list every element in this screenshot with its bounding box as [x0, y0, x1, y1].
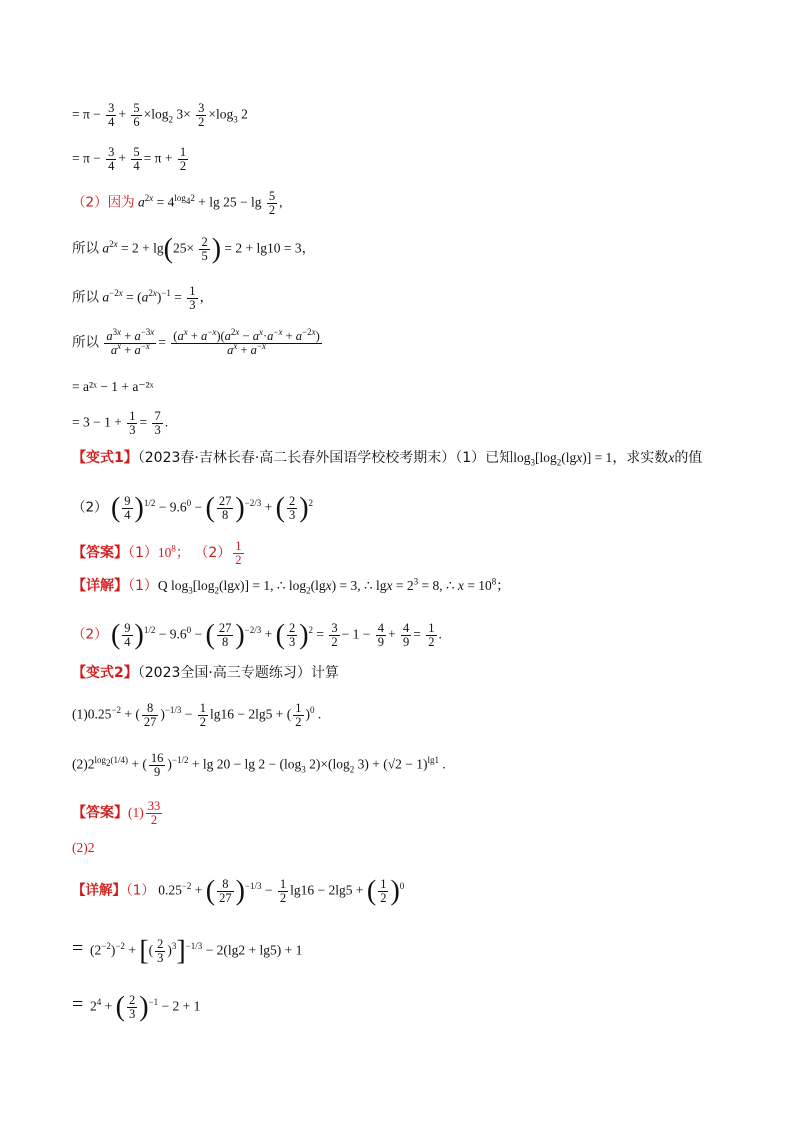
detail-label: （1） — [128, 578, 158, 594]
fraction: $\frac{1}{2}$ — [179, 145, 187, 174]
fraction: $\frac{1}{2}$ — [279, 877, 287, 906]
fraction: $\frac{4}{9}$ — [377, 621, 385, 650]
part2-label: （2）因为 — [72, 194, 135, 211]
fraction: $\frac{2}{5}$ — [201, 235, 208, 264]
variant2-answer — [72, 800, 164, 827]
fraction: $\frac{7}{3}$ — [154, 409, 161, 438]
math-text: = π − — [72, 150, 101, 166]
variant1-tag: 【变式1】 — [72, 450, 138, 466]
answer-label: （1） — [128, 544, 158, 561]
variant2-p1: $(1)0.25^{-2}$ + ( $\frac{8}{27}$ )$^{-1/3}$ − $\frac{1}{2}$ lg16 − 2lg5 + ( $\frac{1}{2}$ )$^0$ . — [72, 701, 322, 730]
fraction: $\frac{2}{3}$ — [288, 494, 296, 523]
variant1-detail-2: （2） ( $\frac{9}{4}$ )$^{1/2} - 9.6^0$ − ( $\frac{27}{8}$ )$^{-2/3}$ + ( $\frac{2}{3}$ )$^2$ = $\frac{3}{2}$ − 1 − $\frac{4}{9}$ + $\frac{4}{9}$ = $\frac{1}{2}$ . — [72, 619, 442, 651]
variant2-source: （2023全国·高三专题练习）计算 — [137, 665, 339, 681]
continuation-line-6: = a²ˣ − 1 + a⁻²ˣ — [72, 379, 154, 394]
p2-label: (2) — [72, 756, 88, 772]
fraction: $\frac{5}{4}$ — [133, 145, 140, 174]
fraction: $\frac{16}{9}$ — [150, 751, 164, 780]
q2-label: （2） — [72, 499, 108, 516]
fraction: $\frac{1}{2}$ — [295, 701, 302, 730]
fraction: $\frac{3}{2}$ — [198, 101, 205, 130]
variant2-detail-1: 【详解】（1） $0.25^{-2}$ + ( $\frac{8}{27}$ )$^{-1/3}$ − $\frac{1}{2}$ lg16 − 2lg5 + ( $\frac{1}{2}$ )$^0$ — [72, 875, 405, 907]
variant2-answer-2: (2)2 — [72, 840, 95, 855]
suoyi-label: 所以 — [72, 334, 99, 351]
fraction: $\frac{33}{2}$ — [147, 799, 161, 828]
math-text: = π − — [72, 106, 101, 122]
variant2-p2: $(2)2^{log_2(1/4)}$ + ( $\frac{16}{9}$ )$^{-1/2} + \lg 20 - \lg 2 - (\log_3$ $2)\times(\log_2$ $3) + (√2 - 1)^{lg1}$ . — [72, 751, 446, 780]
detail-tag: 【详解】 — [72, 578, 128, 594]
continuation-line-2: = π − $\frac{3}{4}$ + $\frac{5}{4}$ = π + $\frac{1}{2}$ — [72, 145, 187, 174]
fraction: $\frac{8}{27}$ — [219, 877, 232, 906]
variant2-heading — [72, 663, 339, 684]
fraction: $\frac{1}{2}$ — [428, 621, 435, 650]
variant2-detail-step-1: = $(2^{-2})^{-2}$ + [( $\frac{2}{3}$ )$^3$]$^{-1/3}$ − 2(lg2 + lg5) + 1 — [72, 935, 303, 967]
answer-tag: 【答案】 — [72, 544, 128, 561]
fraction: $\frac{1}{2}$ — [235, 539, 242, 568]
variant1-q2: （2） ( $\frac{9}{4}$ )$^{1/2} - 9.6^0$ − ( $\frac{27}{8}$ )$^{-2/3}$ + ( $\frac{2}{3}$ )$^2$ — [72, 492, 314, 524]
answer-tag: 【答案】 — [72, 804, 128, 821]
variant1-answer: 【答案】$(1)10^8$； （2） $\frac{1}{2}$ — [72, 539, 242, 568]
fraction: $\frac{(a^x + a^{-x})(a^{2x} - a^x\cdot a^{-x} + a^{-2x})}{a^x + a^{-x}}$ — [173, 326, 320, 358]
detail-label: （2） — [72, 626, 108, 643]
fraction: $\frac{1}{3}$ — [189, 284, 196, 313]
variant2-tag: 【变式2】 — [72, 665, 138, 681]
fraction: $\frac{9}{4}$ — [124, 621, 131, 650]
suoyi-label: 所以 — [72, 289, 99, 306]
p1-label: (1) — [72, 706, 88, 722]
variant1-text: ，求实数 — [612, 450, 669, 466]
fraction: $\frac{2}{3}$ — [128, 993, 136, 1022]
fraction: $\frac{1}{3}$ — [129, 409, 136, 438]
fraction: $\frac{27}{8}$ — [218, 621, 232, 650]
fraction: $\frac{4}{9}$ — [403, 621, 410, 650]
answer-label: ； （2） — [175, 544, 232, 561]
variant1-source: （2023春·吉林长春·高二长春外国语学校校考期末）（1）已知 — [137, 450, 514, 466]
fraction: $\frac{5}{6}$ — [133, 101, 140, 130]
part2-given: （2）因为 $a^{2x} = 4^{log_42} + \lg 25 - \lg$ $\frac{5}{2}$ , — [72, 189, 283, 218]
period: . — [164, 414, 169, 430]
answer-label: (1) — [128, 804, 144, 820]
variant1-text: 的值 — [674, 450, 703, 466]
variant2-detail-step-2: = $2^4$ + ( $\frac{2}{3}$ )$^{-1}$ − 2 + 1 — [72, 991, 201, 1023]
suoyi-line-2: 所以 $a^{-2x} = (a^{2x})^{-1}$ = $\frac{1}{3}$ ， — [72, 284, 214, 313]
suoyi-label: 所以 — [72, 240, 99, 257]
suoyi-line-3: 所以 $\frac{a^{3x} + a^{-3x}}{a^x + a^{-x}}$ = $\frac{(a^x + a^{-x})(a^{2x} - a^x\cdot a^{-x} + a^{-2x})}{a^x + a^{-x}}$ — [72, 326, 320, 358]
fraction: $\frac{9}{4}$ — [124, 494, 131, 523]
fraction: $\frac{3}{4}$ — [108, 101, 115, 130]
fraction: $\frac{3}{2}$ — [331, 621, 338, 650]
detail-label: （1） — [126, 882, 155, 899]
fraction: $\frac{8}{27}$ — [143, 701, 157, 730]
detail-tag: 【详解】 — [72, 882, 126, 899]
fraction: $\frac{1}{2}$ — [199, 701, 207, 730]
variant1-detail-1: 【详解】（1）Q $\log_3[\log_2(\lg x)] = 1$, ∴ $\log_2(\lg x) = 3$, ∴ $\lg x = 2^3 = 8$, ∴ $x = 10^8$； — [72, 576, 510, 596]
fraction: $\frac{5}{2}$ — [268, 189, 276, 218]
math-text: = 3 − 1 + — [72, 414, 122, 430]
suoyi-line-1: 所以 $a^{2x} = 2 + \lg(25\times$ $\frac{2}{5}$ ) = 2 + lg10 = 3， — [72, 233, 316, 265]
fraction: $\frac{1}{2}$ — [380, 877, 387, 906]
variant1-heading: 【变式1】（2023春·吉林长春·高二长春外国语学校校考期末）（1）已知$\log_3[\log_2(\lg x)] = 1$，求实数x的值 — [72, 450, 703, 468]
fraction: $\frac{3}{4}$ — [108, 145, 115, 174]
fraction: $\frac{a^{3x} + a^{-3x}}{a^x + a^{-x}}$ — [106, 326, 155, 358]
fraction: $\frac{27}{8}$ — [218, 494, 232, 523]
continuation-line-1: = π − $\frac{3}{4}$ + $\frac{5}{6}$ $\times\log_2$ 3× $\frac{3}{2}$ $\times\log_3$ 2 — [72, 101, 248, 130]
fraction: $\frac{2}{3}$ — [288, 621, 296, 650]
continuation-line-7: = 3 − 1 + $\frac{1}{3}$ = $\frac{7}{3}$ . — [72, 409, 169, 438]
fraction: $\frac{2}{3}$ — [157, 937, 164, 966]
